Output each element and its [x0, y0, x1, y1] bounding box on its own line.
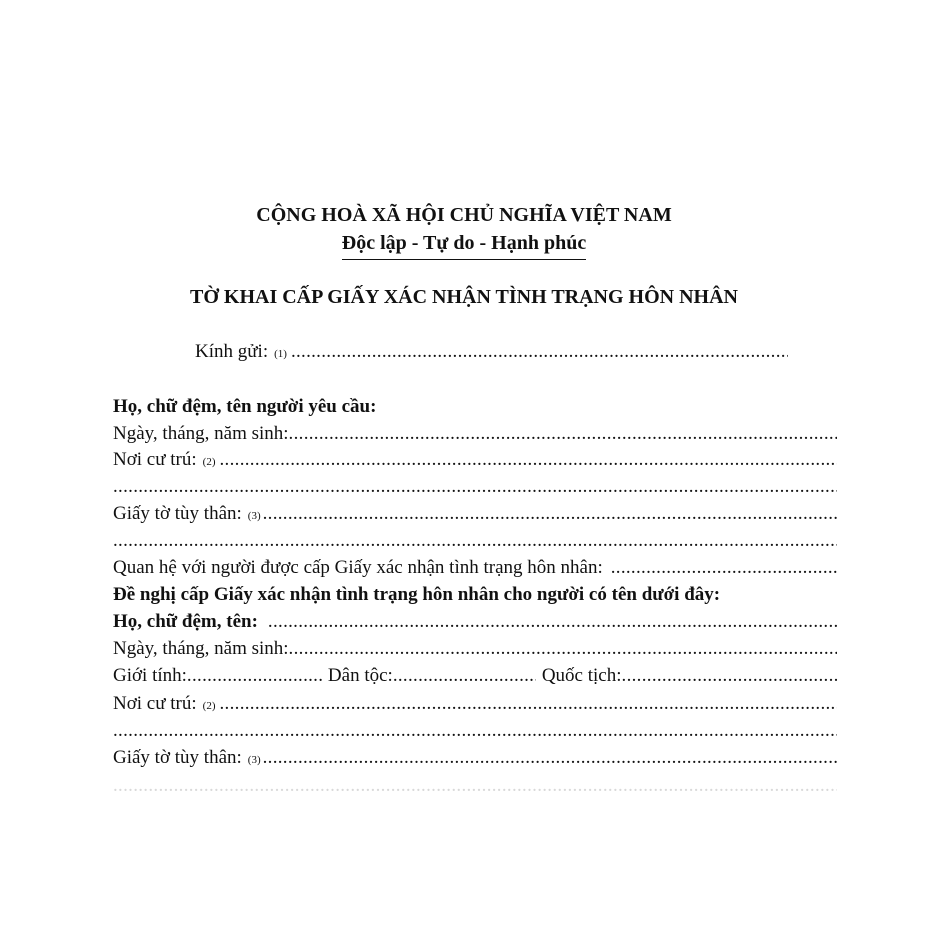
requester-heading — [113, 394, 837, 420]
subject-id-label: Giấy tờ tùy thân: — [113, 747, 242, 768]
country-header: CỘNG HOÀ XÃ HỘI CHỦ NGHĨA VIỆT NAM — [256, 204, 672, 226]
ethnicity-field[interactable] — [393, 663, 536, 689]
requester-id-continuation — [113, 528, 837, 554]
recipient-label: Kính gửi: — [195, 341, 269, 362]
gender-field[interactable] — [187, 663, 322, 689]
form-title: TỜ KHAI CẤP GIẤY XÁC NHẬN TÌNH TRẠNG HÔN NHÂN — [189, 286, 738, 308]
ethnicity-label: Dân tộc: — [327, 665, 393, 686]
subject-dob-row — [113, 636, 837, 662]
relation-field[interactable] — [611, 555, 837, 581]
subject-residence-row: Nơi cư trú: (2) ..... — [113, 691, 837, 717]
nationality-label: Quốc tịch: — [541, 665, 622, 686]
subject-residence-field-2[interactable] — [113, 718, 837, 744]
request-heading-text: Đề nghị cấp Giấy xác nhận tình trạng hôn nhân cho người có tên dưới đây: — [113, 584, 721, 605]
requester-id-field[interactable] — [263, 501, 837, 527]
relation-row — [113, 555, 837, 581]
subject-id-field[interactable] — [263, 745, 837, 771]
requester-residence-row: Nơi cư trú: (2) ..... — [113, 447, 837, 473]
subject-name-label: Họ, chữ đệm, tên: — [113, 611, 258, 632]
requester-residence-continuation — [113, 474, 837, 500]
requester-heading-text: Họ, chữ đệm, tên người yêu cầu: — [113, 396, 377, 417]
subject-id-continuation — [113, 773, 837, 799]
subject-name-row — [113, 609, 837, 635]
relation-label: Quan hệ với người được cấp Giấy xác nhận tình trạng hôn nhân: — [113, 557, 603, 578]
requester-residence-field-2[interactable] — [113, 474, 837, 500]
subject-residence-label: Nơi cư trú: — [113, 693, 197, 714]
requester-dob-label: Ngày, tháng, năm sinh: — [113, 423, 289, 444]
subject-id-field-2[interactable] — [113, 773, 837, 799]
gender-label: Giới tính: — [113, 665, 187, 686]
subject-dob-label: Ngày, tháng, năm sinh: — [113, 638, 289, 659]
request-heading — [113, 582, 837, 608]
subject-dob-field[interactable] — [289, 636, 837, 662]
motto-text: Độc lập - Tự do - Hạnh phúc — [342, 230, 586, 260]
subject-residence-continuation — [113, 718, 837, 744]
recipient-row: Kính gửi: (1) ..... — [195, 339, 788, 365]
requester-dob-row — [113, 421, 837, 447]
subject-id-row: Giấy tờ tùy thân: (3) ..... — [113, 745, 837, 771]
requester-id-row: Giấy tờ tùy thân: (3) ..... — [113, 501, 837, 527]
subject-residence-field[interactable] — [220, 691, 838, 717]
recipient-field[interactable] — [291, 339, 788, 365]
requester-residence-field[interactable] — [220, 447, 838, 473]
motto — [0, 230, 928, 260]
requester-id-field-2[interactable] — [113, 528, 837, 554]
subject-name-field[interactable] — [268, 609, 837, 635]
requester-id-label: Giấy tờ tùy thân: — [113, 503, 242, 524]
requester-dob-field[interactable] — [289, 421, 837, 447]
nationality-field[interactable] — [622, 663, 837, 689]
subject-demographics-row — [113, 663, 837, 689]
requester-residence-label: Nơi cư trú: — [113, 449, 197, 470]
